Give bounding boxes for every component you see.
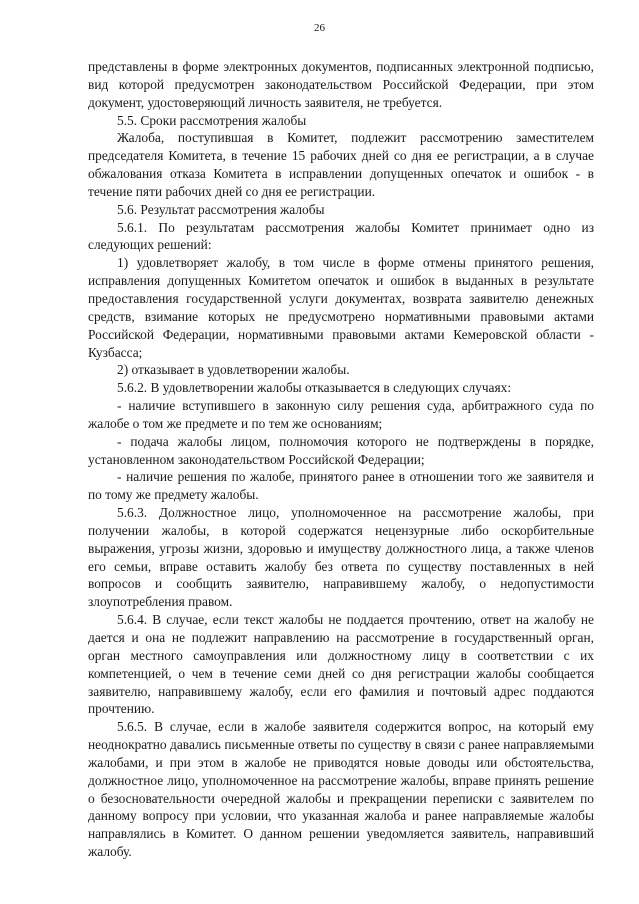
paragraph: 2) отказывает в удовлетворении жалобы. bbox=[117, 362, 350, 378]
paragraph: - подача жалобы лицом, полномочия которого не подтверждены в порядке, установленном законодательством Российской Федерации; bbox=[88, 433, 594, 467]
paragraph: Жалоба, поступившая в Комитет, подлежит рассмотрению заместителем председателя Комитета, в течение 15 рабочих дней со дня ее регистрации, а в случае обжалования отказа Комитета в исправлении допущенных опечаток и ошибок - в течение пяти рабочих дней со дня ее регистрации. bbox=[88, 130, 594, 199]
paragraph: 5.6.1. По результатам рассмотрения жалобы Комитет принимает одно из следующих решений: bbox=[88, 219, 594, 253]
paragraph: 5.5. Сроки рассмотрения жалобы bbox=[117, 112, 307, 128]
paragraph: 5.6.3. Должностное лицо, уполномоченное на рассмотрение жалобы, при получении жалобы, в которой содержатся нецензурные либо оскорбительные выражения, угрозы жизни, здоровью и имуществу должностного лица, а также членов его семьи, вправе оставить жалобу без ответа по существу поставленных в ней вопросов и сообщить заявителю, направившему жалобу, о недопустимости злоупотребления правом. bbox=[88, 505, 594, 610]
paragraph: 5.6.2. В удовлетворении жалобы отказывается в следующих случаях: bbox=[117, 380, 512, 396]
paragraph: 5.6.4. В случае, если текст жалобы не поддается прочтению, ответ на жалобу не дается и она не подлежит направлению на рассмотрение в государственный орган, орган местного самоуправления или должностному лицу в соответствии с их компетенцией, о чем в течение семи дней со дня регистрации жалобы сообщается заявителю, направившему жалобу, если его фамилия и почтовый адрес поддаются прочтению. bbox=[88, 612, 594, 717]
paragraph: 5.6.5. В случае, если в жалобе заявителя содержится вопрос, на который ему неоднократно давались письменные ответы по существу в связи с ранее направляемыми жалобами, и при этом в жалобе не приводятся новые доводы или обстоятельства, должностное лицо, уполномоченное на рассмотрение жалобы, вправе принять решение о безосновательности очередной жалобы и прекращении переписки с заявителем по данному вопросу при условии, что указанная жалоба и ранее направляемые жалобы направлялись в Комитет. О данном решении уведомляется заявитель, направивший жалобу. bbox=[88, 719, 594, 860]
paragraph: представлены в форме электронных документов, подписанных электронной подписью, вид которой предусмотрен законодательством Российской Федерации, при этом документ, удостоверяющий личность заявителя, не требуется. bbox=[88, 59, 594, 110]
paragraph: 1) удовлетворяет жалобу, в том числе в форме отмены принятого решения, исправления допущенных Комитетом опечаток и ошибок в выданных в результате предоставления государственной услуги документах, возврата заявителю денежных средств, взимание которых не предусмотрено нормативными правовыми актами Российской Федерации, нормативными правовыми актами Кемеровской области - Кузбасса; bbox=[88, 255, 594, 360]
document-body bbox=[88, 58, 594, 861]
paragraph: - наличие решения по жалобе, принятого ранее в отношении того же заявителя и по тому же предмету жалобы. bbox=[88, 469, 594, 503]
paragraph: - наличие вступившего в законную силу решения суда, арбитражного суда по жалобе о том же предмете и по тем же основаниям; bbox=[88, 398, 594, 431]
page-number: 26 bbox=[314, 22, 325, 34]
paragraph: 5.6. Результат рассмотрения жалобы bbox=[117, 201, 325, 217]
